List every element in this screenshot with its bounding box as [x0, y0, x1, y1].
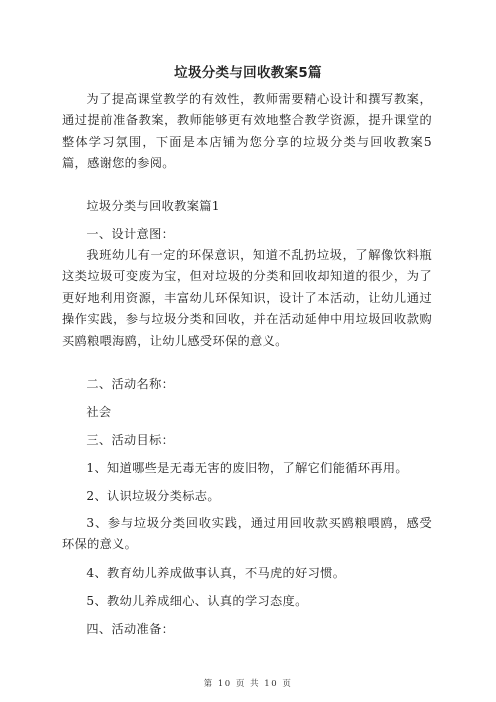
goals-heading: 三、活动目标：	[86, 433, 175, 447]
goal-item: 3、参与垃圾分类回收实践，通过用回收款买鸥粮喂鸥，感受环保的意义。	[62, 516, 432, 552]
design-heading: 一、设计意图：	[86, 227, 175, 241]
page-footer: 第 10 页 共 10 页	[203, 679, 293, 689]
document-title: 垃圾分类与回收教案5篇	[174, 65, 322, 81]
goal-item: 4、教育幼儿养成做事认真，不马虎的好习惯。	[86, 566, 346, 580]
goal-item: 1、知道哪些是无毒无害的废旧物，了解它们能循环再用。	[86, 461, 408, 475]
section-heading: 垃圾分类与回收教案篇1	[86, 199, 220, 213]
goal-item: 2、认识垃圾分类标志。	[86, 489, 220, 503]
goal-item: 5、教幼儿养成细心、认真的学习态度。	[86, 594, 308, 608]
design-paragraph: 我班幼儿有一定的环保意识，知道不乱扔垃圾，了解像饮料瓶这类垃圾可变废为宝，但对垃圾的分类和回收却知道的很少，为了更好地利用资源，丰富幼儿环保知识，设计了本活动，让幼儿通过操作实践，参与垃圾分类和回收，并在活动延伸中用垃圾回收款购买鸥粮喂海鸥，让幼儿感受环保的意义。	[62, 248, 432, 348]
name-heading: 二、活动名称：	[86, 377, 175, 391]
name-value: 社会	[86, 405, 112, 419]
intro-paragraph: 为了提高课堂教学的有效性，教师需要精心设计和撰写教案，通过提前准备教案，教师能够更有效地整合教学资源，提升课堂的整体学习氛围，下面是本店铺为您分享的垃圾分类与回收教案5篇，感谢您的参阅。	[62, 92, 432, 171]
prep-heading: 四、活动准备：	[86, 622, 175, 636]
